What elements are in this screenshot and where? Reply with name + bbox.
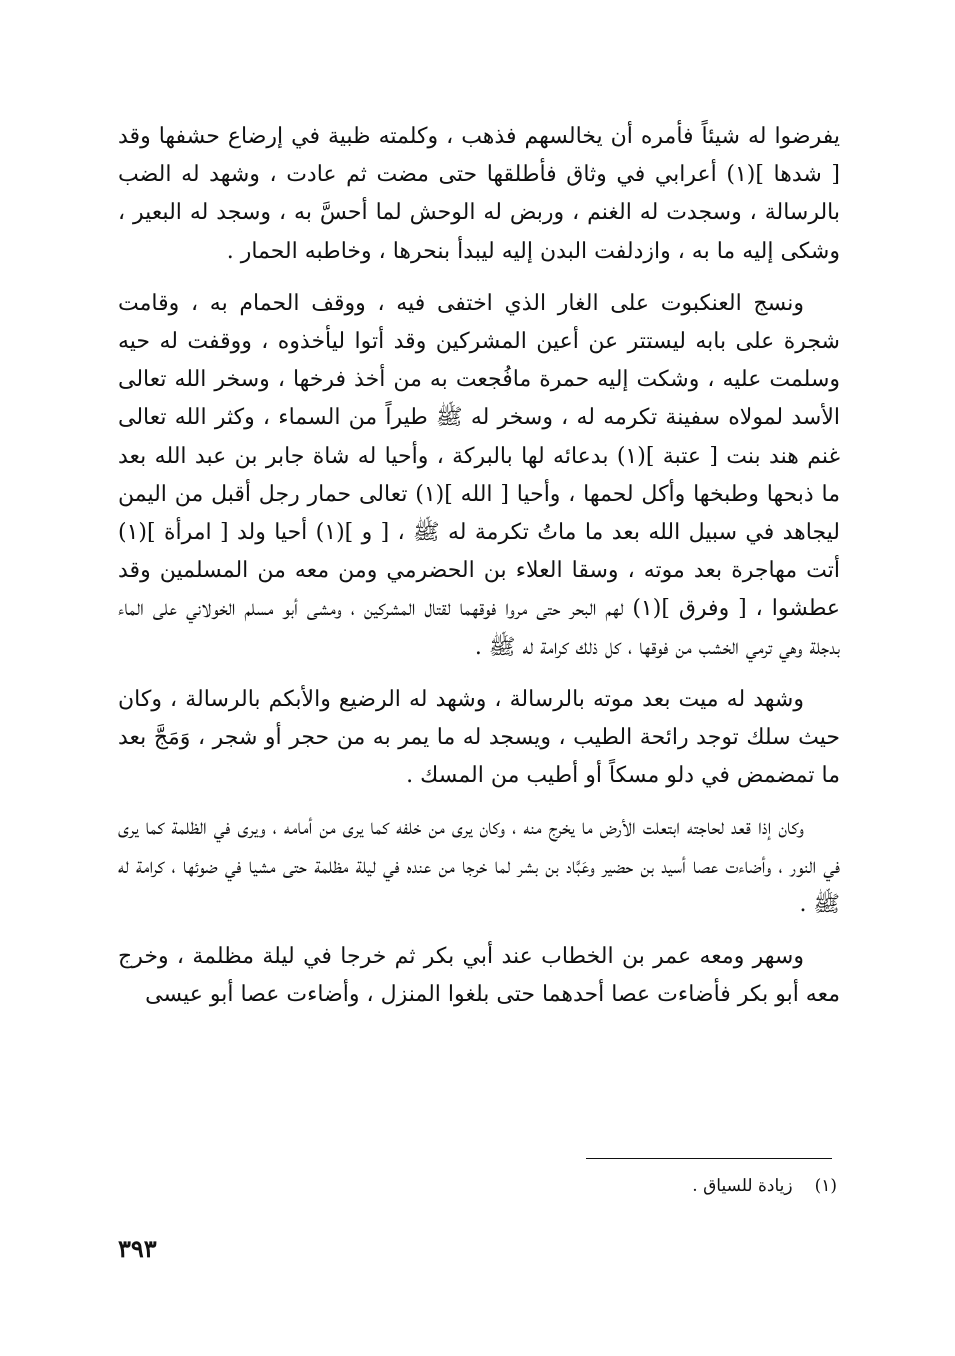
paragraph-4: وكان إذا قعد لحاجته ابتعلت الأرض ما يخرج منه ، وكان يرى من خلفه كما يرى من أمامه ، ويرى في الظلمة كما يرى في النور ، وأضاءت عصا أسيد بن حضير وعَبَّاد بن بشر لما خرجا من عنده في ليلة مظلمة حتى مشيا في ضوئها ، كرامة له ﷺ . xyxy=(118,815,840,917)
footnote xyxy=(692,1176,837,1196)
paragraph-2: ونسج العنكبوت على الغار الذي اختفى فيه ، ووقف الحمام به ، وقامت شجرة على بابه ليستتر عن أعين المشركين وقد أتوا ليأخذوه ، ووقفت له حيه وسلمت عليه ، وشكت إليه حمرة مافُجعت به من أخذ فرخها ، وسخر الله تعالى الأسد لمولاه سفينة تكرمه له ، وسخر له ﷺ طيراً من السماء ، وكثر الله تعالى غنم هند بنت [ عتبة ](١) بدعائه لها بالبركة ، وأحيا له شاة جابر بن عبد الله بعد ما ذبحها وطبخها وأكل لحمها ، وأحيا [ الله ](١) تعالى حمار رجل أقبل من اليمن ليجاهد في سبيل الله بعد ما ماتُ تكرمة له ﷺ ، [ و ](١) أحيا ولد [ امرأة ](١) أتت مهاجرة بعد موته ، وسقا العلاء بن الحضرمي ومن معه من المسلمين وقد عطشوا ، [ وفرق ](١) لهم البحر حتى مروا فوقهما لقتال المشركين ، ومشى أبو مسلم الخولاني على الماء بدجلة وهي ترمي الخشب من فوقها ، كل ذلك كرامة له ﷺ . xyxy=(118,290,840,660)
footnote-number: (١) xyxy=(814,1176,837,1196)
page-body xyxy=(118,118,840,1028)
paragraph-5: وسهر ومعه عمر بن الخطاب عند أبي بكر ثم خرجا في ليلة مظلمة ، وخرج معه أبو بكر فأضاءت عصا أحدهما حتى بلغوا المنزل ، وأضاءت عصا أبو عيسى xyxy=(118,944,840,1008)
paragraph-3: وشهد له ميت بعد موته بالرسالة ، وشهد له الرضيع والأبكم بالرسالة ، وكان حيث سلك توجد رائحة الطيب ، ويسجد له ما يمر به من حجر أو شجر ، وَمَجَّ بعد ما تمضمض في دلو مسكاً أو أطيب من المسك . xyxy=(118,686,840,789)
footnote-divider xyxy=(586,1158,832,1159)
paragraph-1: يفرضوا له شيئاً فأمره أن يخالسهم فذهب ، وكلمته ظبية في إرضاع حشفها وقد [ شدها ](١) أعرابي في وثاق فأطلقها حتى مضت ثم عادت ، وشهد له الضب بالرسالة ، وسجدت له الغنم ، وربض له الوحش لما أحسَّ به ، وسجد له البعير ، وشكى إليه ما به ، وازدلفت البدن إليه ليبدأ بنحرها ، وخاطبه الحمار . xyxy=(118,124,840,264)
page-number: ٣٩٣ xyxy=(118,1234,157,1263)
footnote-text: زيادة للسياق . xyxy=(692,1176,793,1196)
